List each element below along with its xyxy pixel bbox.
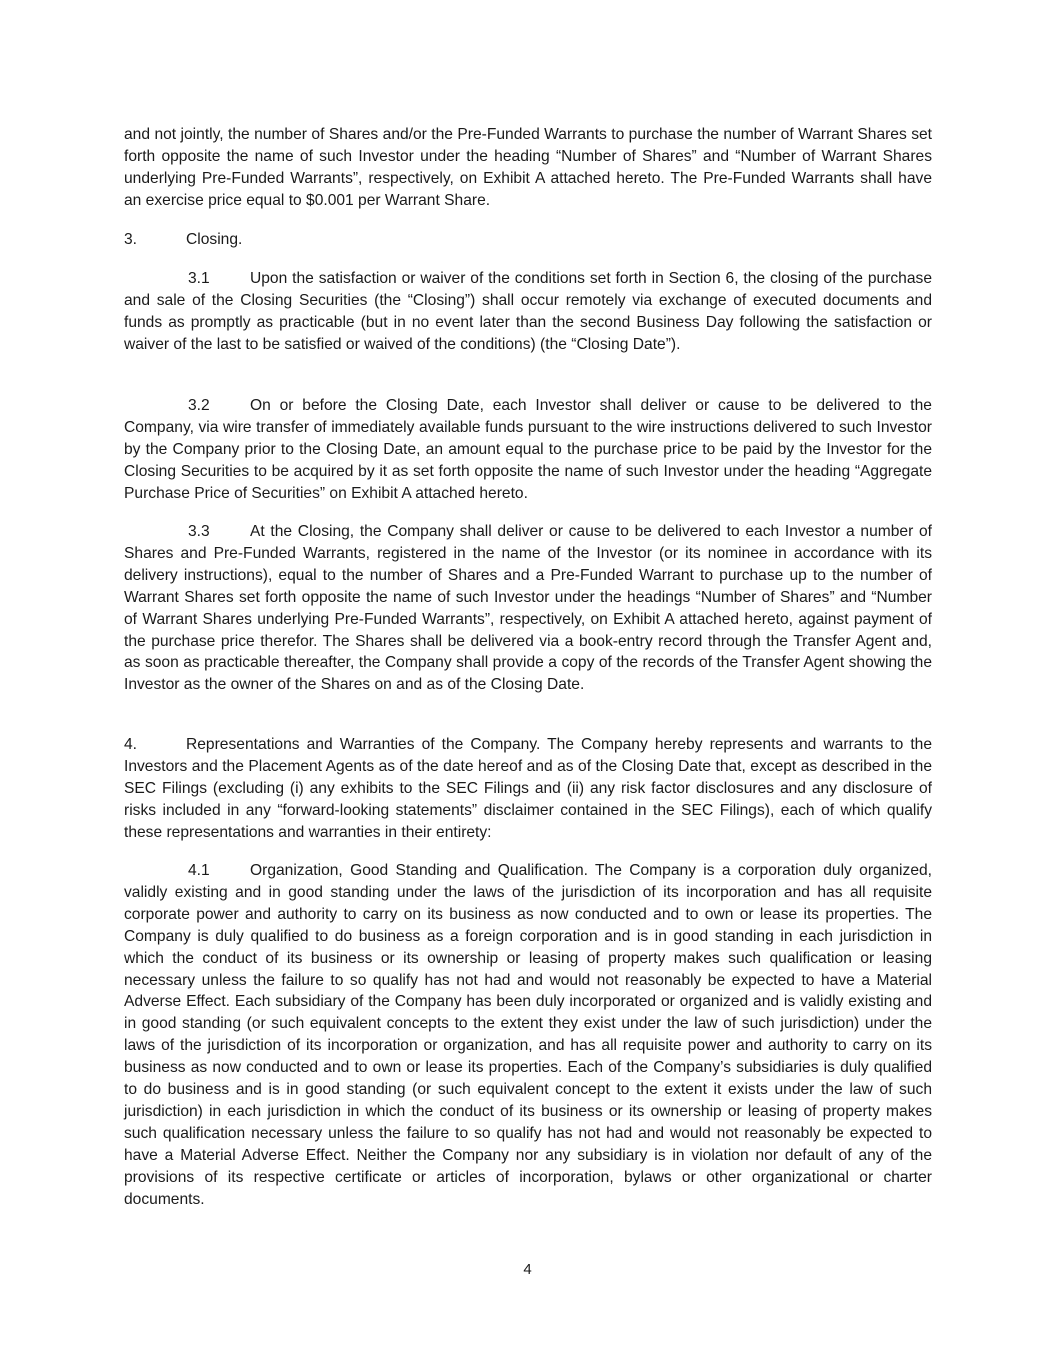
section-4-1-number: 4.1	[188, 862, 210, 879]
section-4-number: 4.	[124, 736, 138, 753]
section-3-3-number: 3.3	[188, 523, 210, 540]
section-3-3-paragraph	[124, 521, 932, 696]
page-number: 4	[523, 1261, 532, 1278]
section-3-3-text: At the Closing, the Company shall deliver or cause to be delivered to each Investor a number of Shares and Pre-Funded Warrants, registered in the name of the Investor (or its nominee in accordance with its delivery instructions), equal to the number of Shares and a Pre-Funded Warrant to purchase up to the number of Warrant Shares set forth opposite the name of such Investor under the headings “Number of Shares” and “Number of Warrant Shares underlying Pre-Funded Warrants”, respectively, on Exhibit A attached hereto, against payment of the purchase price therefor. The Shares shall be delivered via a book-entry record through the Transfer Agent and, as soon as practicable thereafter, the Company shall provide a copy of the records of the Transfer Agent showing the Investor as the owner of the Shares on and as of the Closing Date.	[124, 523, 932, 694]
section-3-2-text: On or before the Closing Date, each Investor shall deliver or cause to be delivered to the Company, via wire transfer of immediately available funds pursuant to the wire instructions delivered to such Investor by the Company prior to the Closing Date, an amount equal to the purchase price to be paid by the Investor for the Closing Securities to be acquired by it as set forth opposite the name of such Investor under the heading “Aggregate Purchase Price of Securities” on Exhibit A attached hereto.	[124, 397, 932, 502]
section-4-1-title: Organization, Good Standing and Qualification.	[250, 862, 588, 879]
section-3-1-paragraph	[124, 268, 932, 356]
section-3-heading	[124, 229, 932, 251]
section-3-1-text: Upon the satisfaction or waiver of the conditions set forth in Section 6, the closing of the purchase and sale of the Closing Securities (the “Closing”) shall occur remotely via exchange of executed documents and funds as promptly as practicable (but in no event later than the second Business Day following the satisfaction or waiver of the last to be satisfied or waived of the conditions) (the “Closing Date”).	[124, 270, 932, 353]
section-3-2-paragraph	[124, 395, 932, 505]
section-4-title: Representations and Warranties of the Company.	[186, 736, 541, 753]
section-3-number: 3.	[124, 231, 138, 248]
section-3-2-number: 3.2	[188, 397, 210, 414]
intro-paragraph: and not jointly, the number of Shares and/or the Pre-Funded Warrants to purchase the number of Warrant Shares set forth opposite the name of such Investor under the heading “Number of Shares” and “Number of Warrant Shares underlying Pre-Funded Warrants”, respectively, on Exhibit A attached hereto. The Pre-Funded Warrants shall have an exercise price equal to $0.001 per Warrant Share.	[124, 126, 932, 209]
section-4-text: The Company hereby represents and warrants to the Investors and the Placement Agents as of the date hereof and as of the Closing Date that, except as described in the SEC Filings (excluding (i) any exhibits to the SEC Filings and (ii) any risk factor disclosures and any disclosure of risks included in any “forward-looking statements” disclaimer contained in the SEC Filings), each of which qualify these representations and warranties in their entirety:	[124, 736, 932, 841]
section-4-paragraph	[124, 734, 932, 844]
section-3-1-number: 3.1	[188, 270, 210, 287]
section-3-title: Closing.	[186, 231, 243, 248]
section-4-1-text: The Company is a corporation duly organized, validly existing and in good standing under the laws of the jurisdiction of its incorporation and has all requisite corporate power and authority to carry on its business as now conducted and to own or lease its properties. The Company is duly qualified to do business as a foreign corporation and is in good standing in each jurisdiction in which the conduct of its business or its ownership or leasing of property makes such qualification or leasing necessary unless the failure to so qualify has not had and would not reasonably be expected to have a Material Adverse Effect. Each subsidiary of the Company has been duly incorporated or organized and is validly existing and in good standing (or such equivalent concepts to the extent they exist under the law of such jurisdiction) under the laws of the jurisdiction of its incorporation or organization, and has all requisite power and authority to carry on its business as now conducted and to own or lease its properties. Each of the Company’s subsidiaries is duly qualified to do business and is in good standing (or such equivalent concept to the extent it exists under the law of such jurisdiction) in each jurisdiction in which the conduct of its business or its ownership or leasing of property makes such qualification necessary unless the failure to so qualify has not had and would not reasonably be expected to have a Material Adverse Effect. Neither the Company nor any subsidiary is in violation nor default of any of the provisions of its respective certificate or articles of incorporation, bylaws or other organizational or charter documents.	[124, 862, 932, 1208]
section-4-1-paragraph	[124, 860, 932, 1211]
